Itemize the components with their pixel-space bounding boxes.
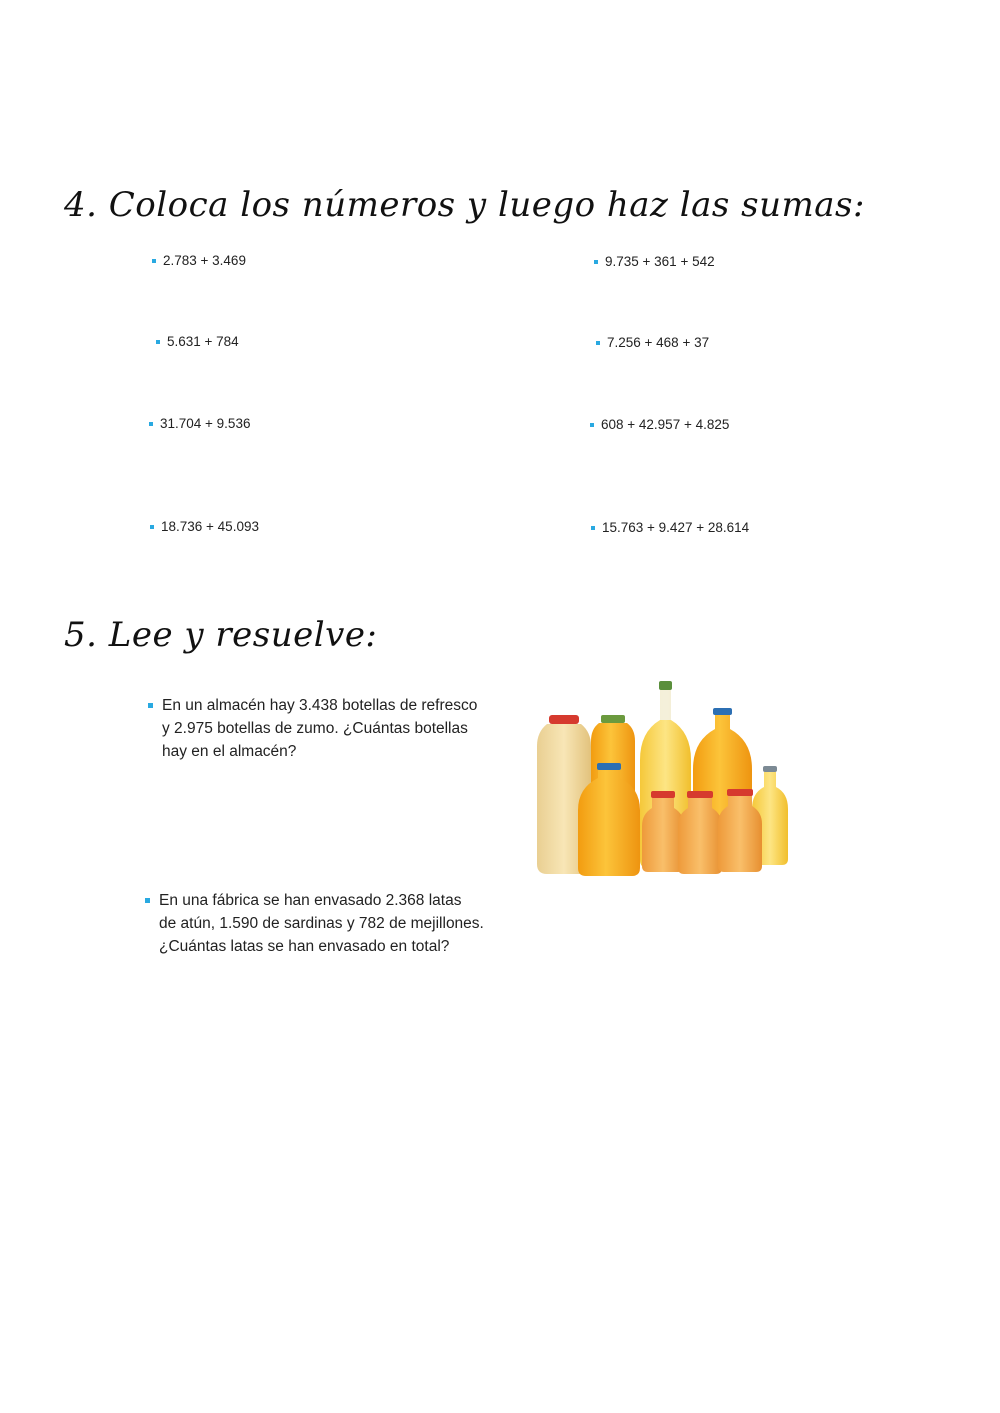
sum-item [149,416,250,431]
sum-item [150,519,259,534]
problem-line: En una fábrica se han envasado 2.368 latas [159,892,462,909]
sum-text: 15.763 + 9.427 + 28.614 [602,520,750,535]
bullet-icon [149,422,153,426]
sum-text: 5.631 + 784 [167,334,239,349]
word-problem [148,694,477,763]
problem-line: En un almacén hay 3.438 botellas de refresco [162,697,478,714]
section-4-title: 4. Coloca los números y luego haz las sumas: [64,185,865,225]
juice-bottles-illustration [535,675,795,880]
sum-text: 2.783 + 3.469 [163,253,246,268]
problem-line: y 2.975 botellas de zumo. ¿Cuántas botellas [162,720,468,737]
bullet-icon [152,259,156,263]
word-problem-text [159,889,484,958]
sum-text: 7.256 + 468 + 37 [607,335,710,350]
sum-text: 608 + 42.957 + 4.825 [601,417,730,432]
sum-text: 9.735 + 361 + 542 [605,254,715,269]
problem-line: ¿Cuántas latas se han envasado en total? [159,938,450,955]
word-problem-text [162,694,477,763]
bullet-icon [594,260,598,264]
bullet-icon [590,423,594,427]
sum-text: 31.704 + 9.536 [160,416,251,431]
bullet-icon [150,525,154,529]
bullet-icon [148,703,153,708]
sum-item [594,254,715,269]
problem-line: de atún, 1.590 de sardinas y 782 de mejillones. [159,915,484,932]
sum-item [596,335,709,350]
bullet-icon [156,340,160,344]
section-5-title: 5. Lee y resuelve: [64,615,378,655]
sum-text: 18.736 + 45.093 [161,519,259,534]
sum-item [590,417,729,432]
word-problem [145,889,484,958]
sum-item [152,253,246,268]
sum-item [591,520,749,535]
bullet-icon [145,898,150,903]
sum-item [156,334,239,349]
bullet-icon [596,341,600,345]
problem-line: hay en el almacén? [162,743,297,760]
bullet-icon [591,526,595,530]
